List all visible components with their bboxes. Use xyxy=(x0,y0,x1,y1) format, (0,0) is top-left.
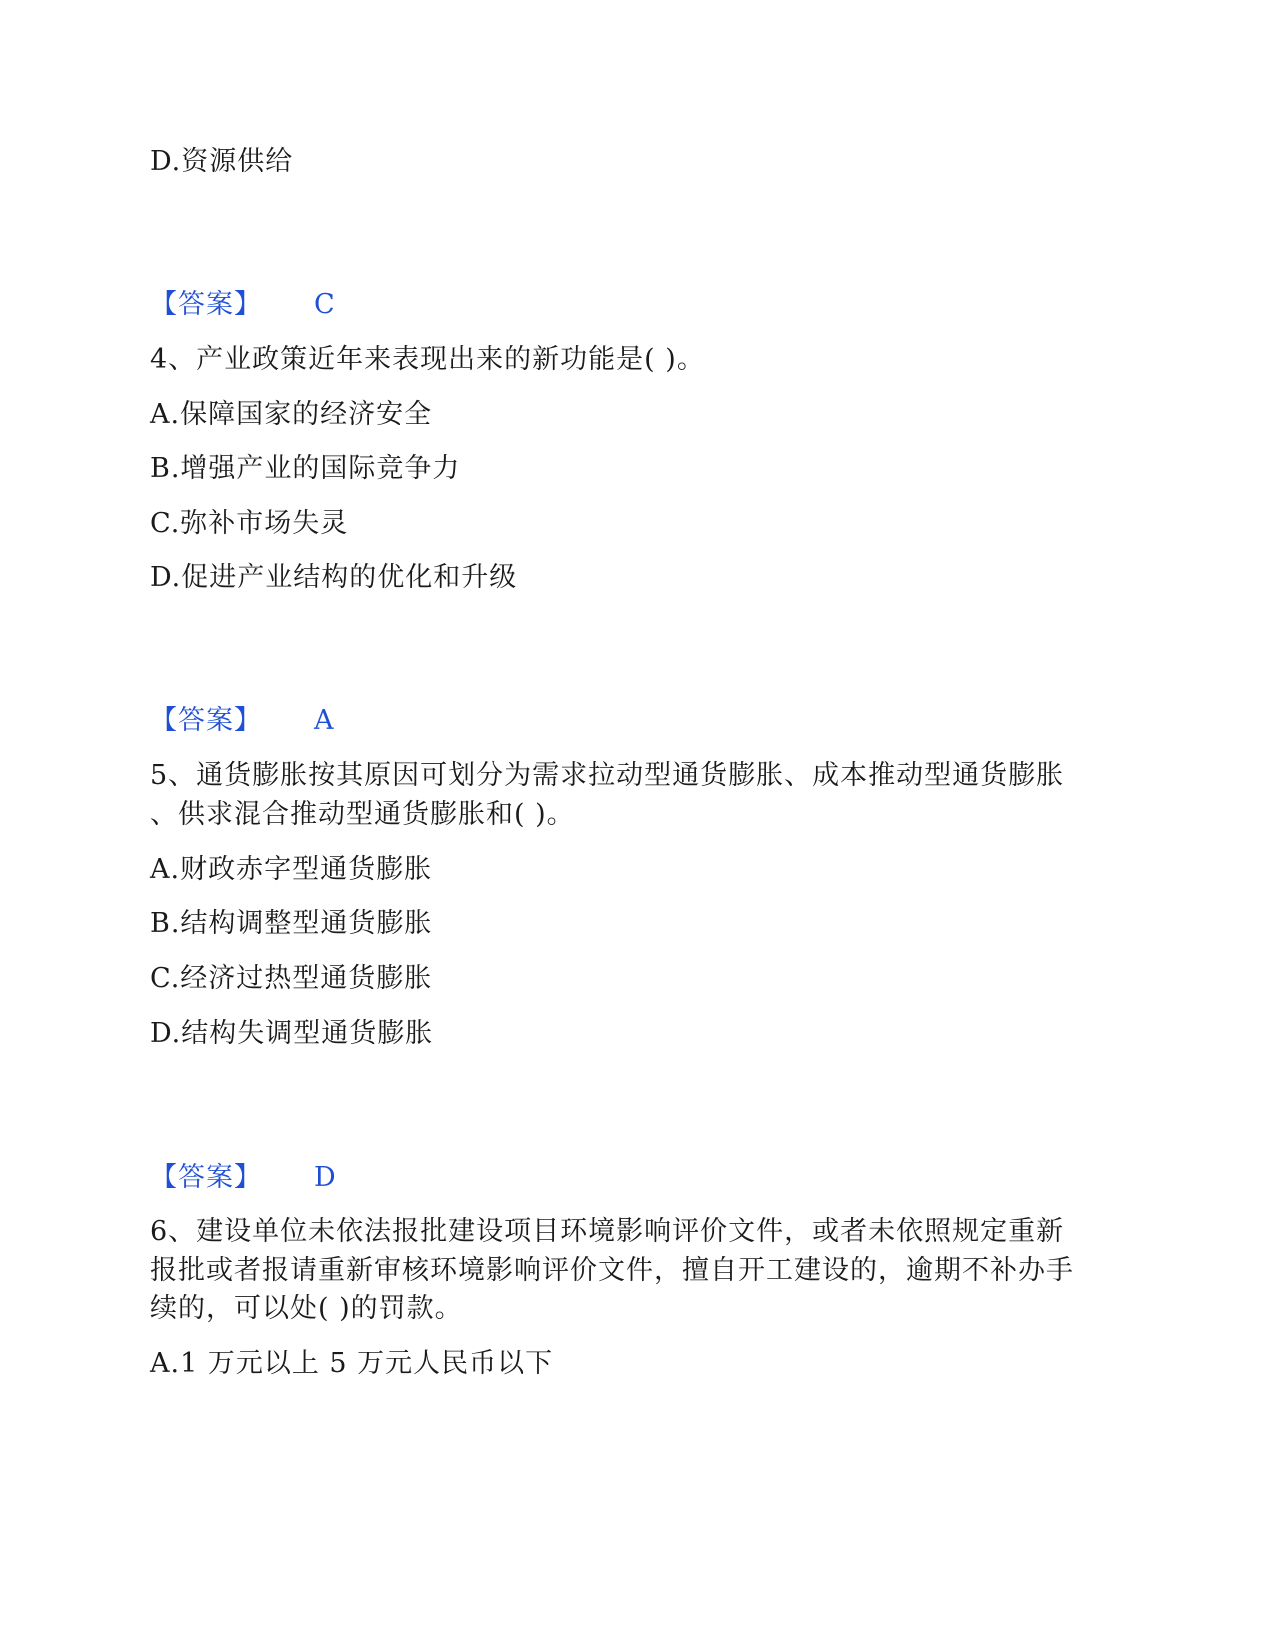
q5-answer xyxy=(150,1160,336,1196)
q4-option-b: B.增强产业的国际竞争力 xyxy=(150,453,461,484)
q5-option-c: C.经济过热型通货膨胀 xyxy=(150,963,433,994)
q5-stem-line-2: 、供求混合推动型通货膨胀和( )。 xyxy=(150,799,575,830)
q5-option-d: D.结构失调型通货膨胀 xyxy=(150,1018,434,1049)
q5-stem-line-1: 5、通货膨胀按其原因可划分为需求拉动型通货膨胀、成本推动型通货膨胀 xyxy=(150,760,1065,791)
q6-stem-line-3: 续的，可以处( )的罚款。 xyxy=(150,1293,463,1324)
q3-option-d: D.资源供给 xyxy=(150,146,294,177)
q3-answer xyxy=(150,287,335,323)
q4-option-c: C.弥补市场失灵 xyxy=(150,508,349,539)
q6-stem-line-1: 6、建设单位未依法报批建设项目环境影响评价文件，或者未依照规定重新 xyxy=(150,1216,1065,1247)
q4-answer xyxy=(150,703,334,739)
q5-option-b: B.结构调整型通货膨胀 xyxy=(150,908,433,939)
answer-tag: 【答案】 xyxy=(150,289,262,320)
q4-option-d: D.促进产业结构的优化和升级 xyxy=(150,562,518,593)
q5-option-a: A.财政赤字型通货膨胀 xyxy=(150,854,433,885)
answer-tag: 【答案】 xyxy=(150,705,262,736)
q6-option-a: A.1 万元以上 5 万元人民币以下 xyxy=(150,1348,554,1379)
answer-value: D xyxy=(314,1162,336,1193)
q4-stem: 4、产业政策近年来表现出来的新功能是( )。 xyxy=(150,344,705,375)
answer-value: A xyxy=(314,705,334,736)
q6-stem-line-2: 报批或者报请重新审核环境影响评价文件，擅自开工建设的，逾期不补办手 xyxy=(150,1255,1074,1286)
answer-value: C xyxy=(314,289,335,320)
q4-option-a: A.保障国家的经济安全 xyxy=(150,399,433,430)
answer-tag: 【答案】 xyxy=(150,1162,262,1193)
